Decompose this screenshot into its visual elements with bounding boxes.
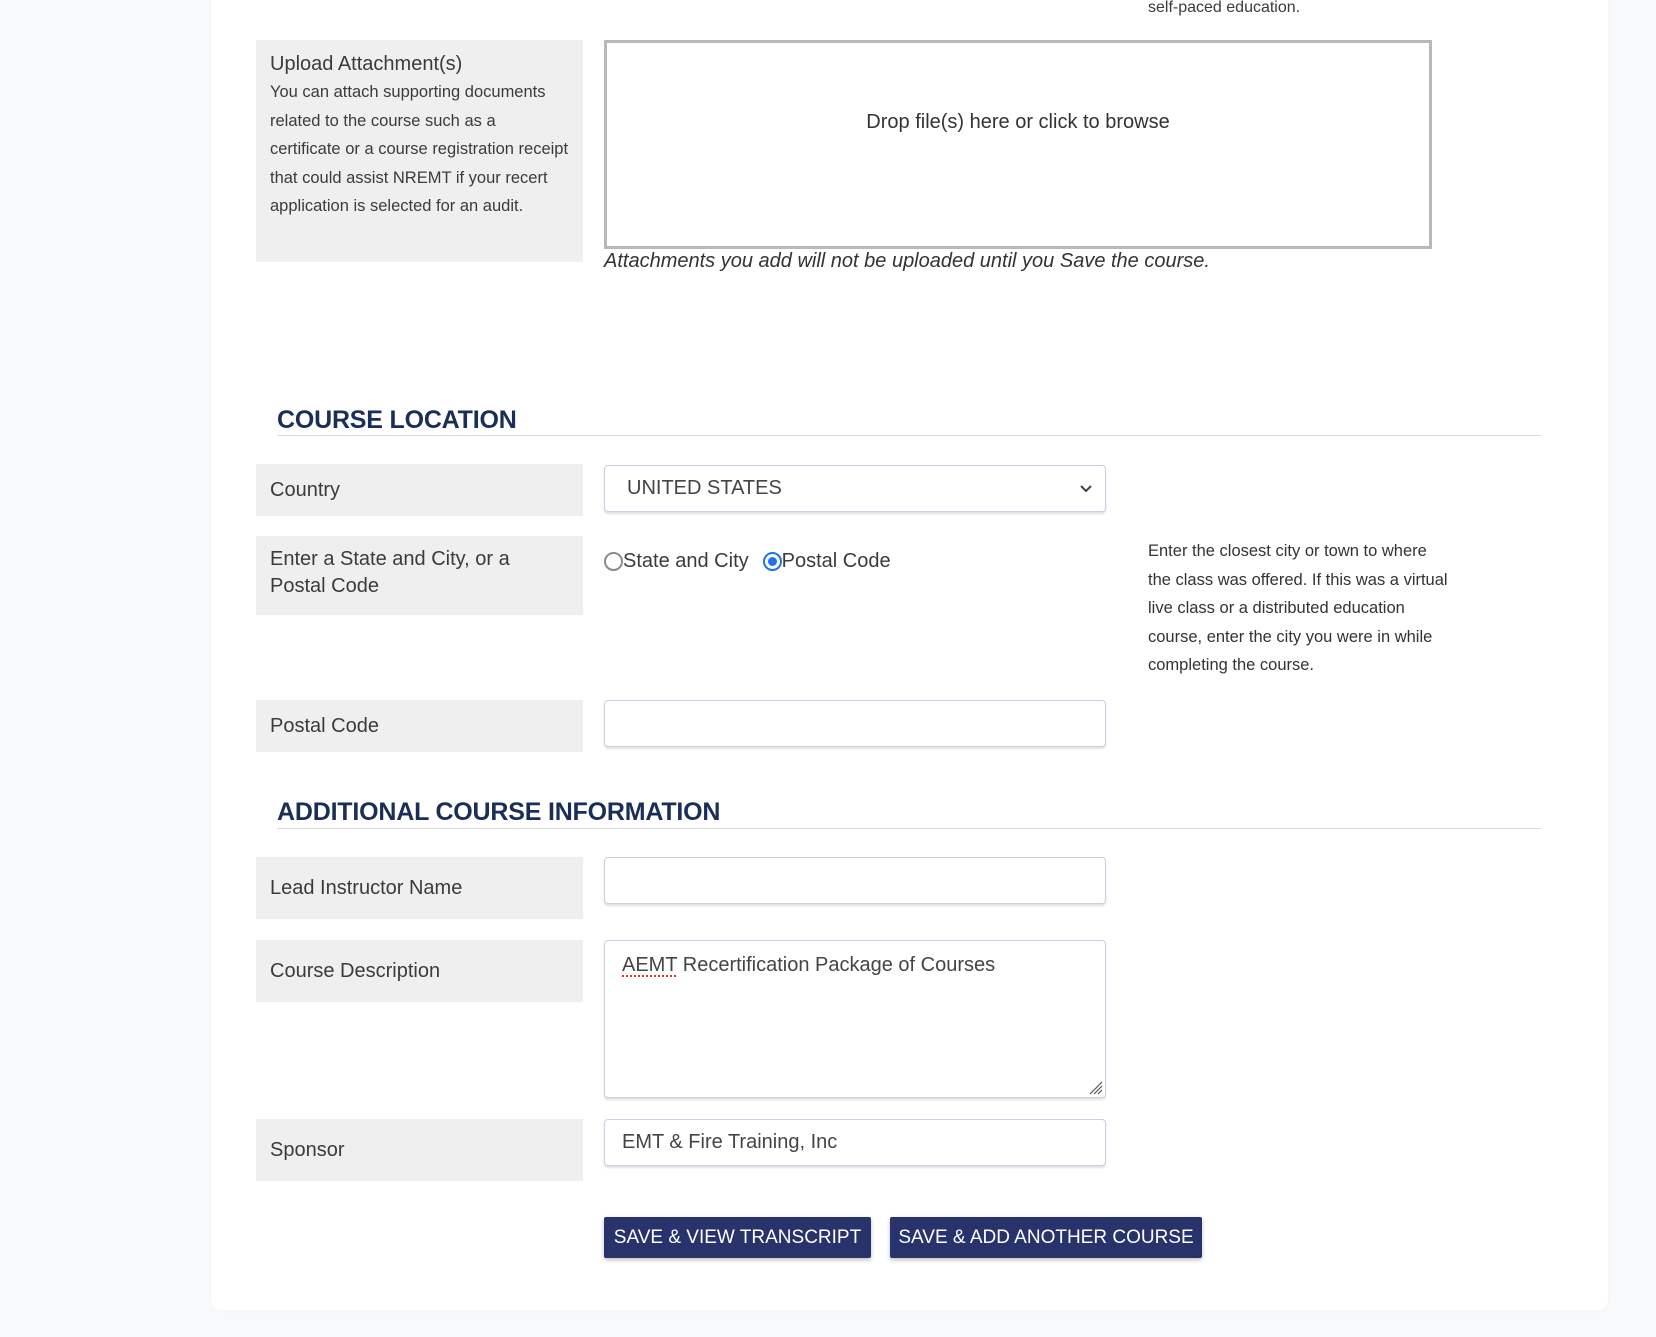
lead-instructor-label-text: Lead Instructor Name xyxy=(270,876,463,899)
radio-checked-icon[interactable] xyxy=(763,552,782,571)
country-select-value: UNITED STATES xyxy=(627,477,782,499)
upload-label-description: You can attach supporting documents related to the course such as a certificate or a course registration receipt that could assist NREMT if your recert application is selected for an audit. xyxy=(270,83,569,215)
chevron-down-icon xyxy=(1077,479,1095,497)
section-divider xyxy=(277,828,1541,829)
dropzone-text: Drop file(s) here or click to browse xyxy=(866,111,1170,133)
location-help-text: Enter the closest city or town to where the class was offered. If this was a virtual live class or a distributed education course, enter the city you were in while completing the course. xyxy=(1148,542,1448,674)
country-label-text: Country xyxy=(270,478,341,501)
postal-code-input[interactable] xyxy=(604,700,1106,747)
country-select[interactable] xyxy=(604,465,1106,512)
course-description-textarea[interactable] xyxy=(604,940,1106,1098)
section-title-course-location: COURSE LOCATION xyxy=(277,406,517,434)
course-description-label xyxy=(256,940,583,1002)
save-view-transcript-button[interactable]: SAVE & VIEW TRANSCRIPT xyxy=(604,1217,871,1258)
lead-instructor-input[interactable] xyxy=(604,857,1106,904)
course-description-text: Recertification Package of Courses xyxy=(677,954,996,976)
lead-instructor-label xyxy=(256,857,583,919)
upload-label-title: Upload Attachment(s) xyxy=(270,53,463,75)
resize-handle-icon[interactable] xyxy=(1085,1077,1103,1095)
sponsor-input[interactable] xyxy=(604,1119,1106,1166)
section-title-additional-info: ADDITIONAL COURSE INFORMATION xyxy=(277,798,721,826)
location-mode-label-text: Enter a State and City, or a Postal Code xyxy=(270,548,510,597)
radio-state-and-city-label: State and City xyxy=(623,550,749,572)
radio-postal-code-label: Postal Code xyxy=(781,550,891,572)
country-label xyxy=(256,464,583,516)
postal-code-label xyxy=(256,700,583,752)
radio-postal-code[interactable] xyxy=(763,550,891,573)
previous-help-text-tail: self-paced education. xyxy=(1148,0,1301,16)
location-mode-radio-group xyxy=(604,550,905,573)
postal-code-label-text: Postal Code xyxy=(270,714,379,737)
radio-state-and-city[interactable] xyxy=(604,550,749,573)
section-divider xyxy=(277,435,1541,436)
misspelled-word: AEMT xyxy=(622,954,678,976)
file-dropzone[interactable] xyxy=(604,40,1432,249)
sponsor-label-text: Sponsor xyxy=(270,1138,345,1161)
save-add-another-course-button[interactable]: SAVE & ADD ANOTHER COURSE xyxy=(890,1217,1202,1258)
course-description-label-text: Course Description xyxy=(270,959,441,982)
location-mode-label xyxy=(256,536,583,615)
upload-attachments-label xyxy=(256,40,583,262)
attachment-note: Attachments you add will not be uploaded until you Save the course. xyxy=(604,250,1210,272)
radio-unchecked-icon[interactable] xyxy=(604,552,623,571)
sponsor-label xyxy=(256,1119,583,1181)
